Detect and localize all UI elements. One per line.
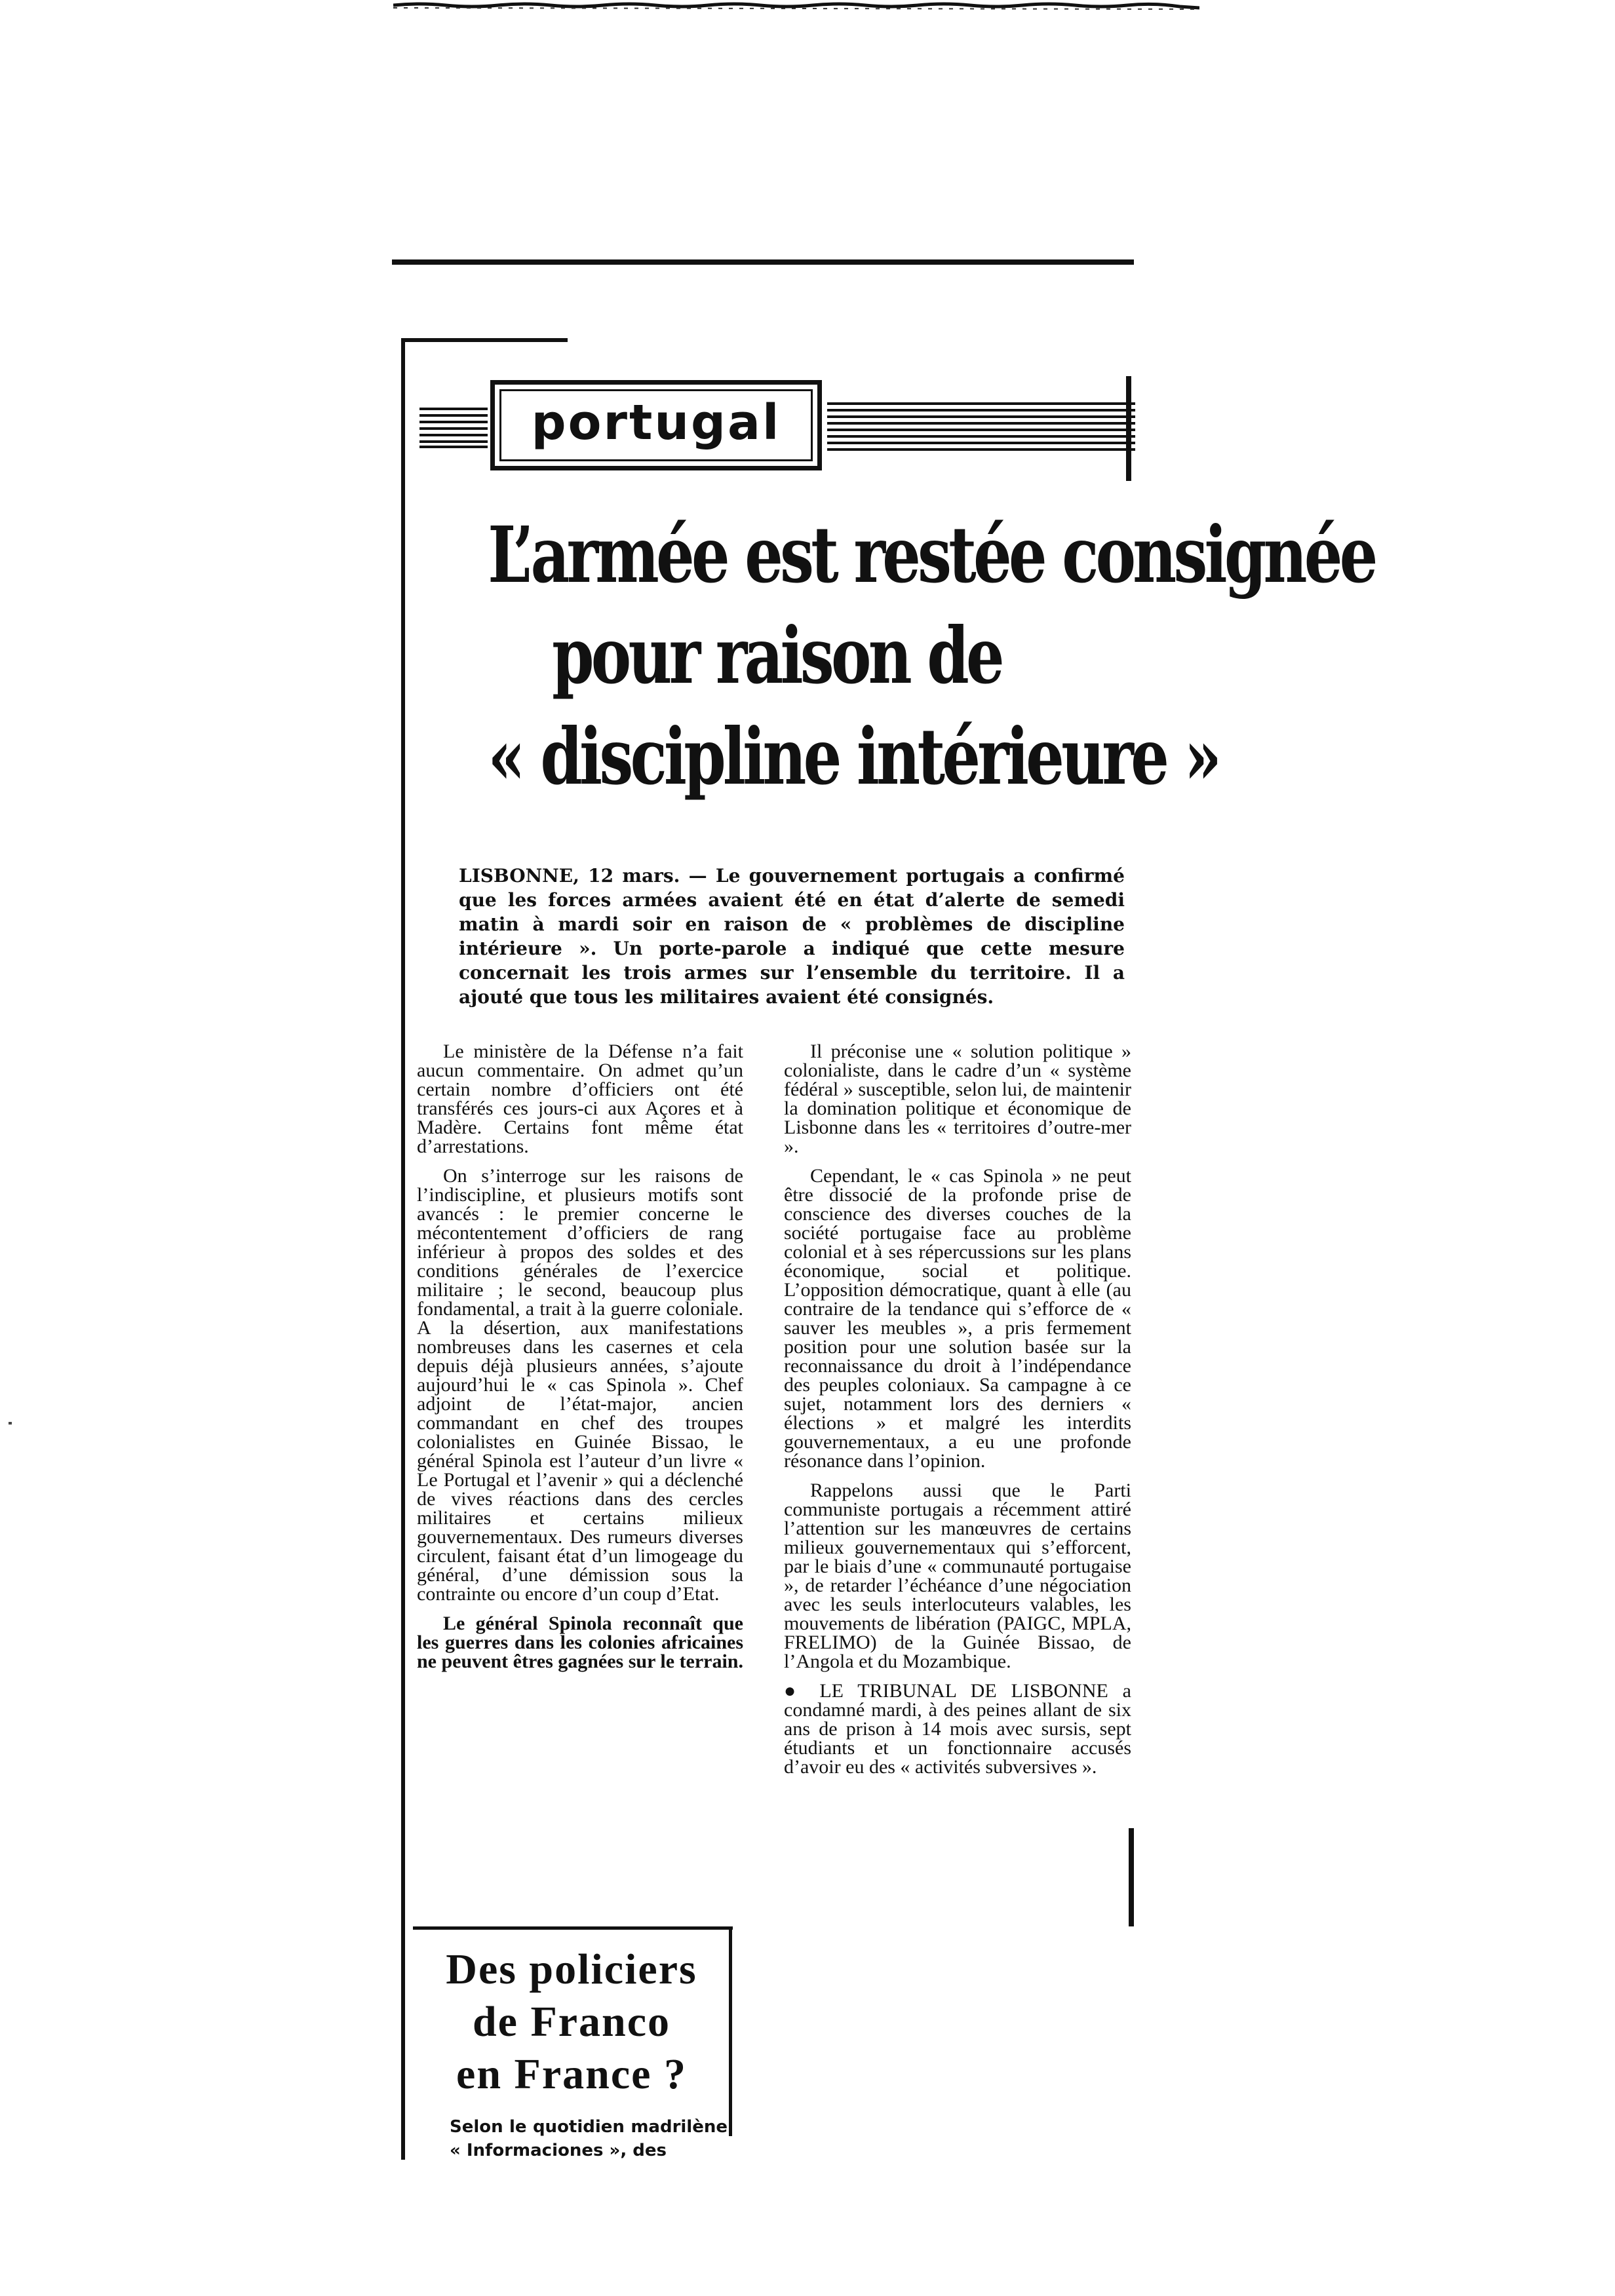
- paragraph: Il préconise une « solution politique » colonialiste, dans le cadre d’un « système fédéral » susceptible, selon lui, de maintenir la domination politique et économique de Lisbonne dans les « territoires d’outre-mer ».: [784, 1041, 1131, 1157]
- box-headline-line-1: Des policiers: [446, 1945, 697, 1993]
- margin-mark: [1129, 1828, 1134, 1926]
- news-brief: ● LE TRIBUNAL DE LISBONNE a condamné mardi, à des peines allant de six ans de prison à 14 mois avec sursis, sept étudiants et un fonctionnaire accusés d’avoir eu des « activités subversives ».: [784, 1680, 1131, 1778]
- box-frame-right: [729, 1926, 732, 2136]
- box-headline-line-2: de Franco: [472, 1998, 671, 2046]
- article-column-1: [417, 1042, 743, 1681]
- rubric-end-bar: [1126, 376, 1131, 481]
- paragraph: Le général Spinola reconnaît que les guerres dans les colonies africaines ne peuvent êtres gagnées sur le terrain.: [417, 1613, 743, 1672]
- article-frame-left: [401, 338, 405, 2160]
- column-separator-rule: [392, 259, 1134, 265]
- box-text: Selon le quotidien madrilène « Informaciones », des: [450, 2117, 728, 2160]
- article-frame-top: [401, 338, 568, 342]
- box-headline: [414, 1943, 729, 2101]
- rubric-hatch-right: [827, 398, 1135, 455]
- paragraph: On s’interroge sur les raisons de l’indiscipline, et plusieurs motifs sont avancés : le premier concerne le mécontentement d’officiers de rang inférieur à propos des soldes et des conditions générales de l’exercice militaire ; le second, beaucoup plus fondamental, a trait à la guerre coloniale. A la désertion, aux manifestations nombreuses dans les casernes et cela depuis déjà plusieurs années, s’ajoute aujourd’hui le « cas Spinola ». Chef adjoint de l’état-major, ancien commandant en chef des troupes colonialistes en Guinée Bissao, le général Spinola est l’auteur d’un livre « Le Portugal et l’avenir » qui a déclenché de vives réactions dans des cercles militaires et certains milieux gouvernementaux. Des rumeurs diverses circulent, faisant état d’un limogeage du général, d’une démission sous la contrainte ou encore d’un coup d’Etat.: [417, 1165, 743, 1605]
- box-frame-top: [413, 1926, 733, 1930]
- top-edge-rule: [393, 0, 1199, 13]
- headline: [488, 505, 1375, 807]
- rubric-label: portugal: [531, 394, 781, 451]
- scan-speck: [9, 1422, 12, 1425]
- paragraph: Rappelons aussi que le Parti communiste portugais a récemment attiré l’attention sur les manœuvres de certains milieux gouvernementaux qui s’efforcent, par le biais d’une « communauté portugaise », de retarder l’échéance d’une négociation avec les seuls interlocuteurs valables, les mouvements de libération (PAIGC, MPLA, FRELIMO) de la Guinée Bissao, de l’Angola et du Mozambique.: [784, 1480, 1131, 1672]
- paragraph: Le ministère de la Défense n’a fait aucun commentaire. On admet qu’un certain nombre d’officiers ont été transférés ces jours-ci aux Açores et à Madère. Certains font même état d’arrestations.: [417, 1041, 743, 1157]
- paragraph: Cependant, le « cas Spinola » ne peut être dissocié de la profonde prise de conscience des diverses couches de la société portugaise face au problème colonial et à ses répercussions sur les plans économique, social et politique. L’opposition démocratique, quant à elle (au contraire de la tendance qui s’efforce de « sauver les meubles », a pris fermement position pour une solution basée sur la reconnaissance du droit à l’indépendance des peuples coloniaux. Sa campagne à ce sujet, notamment lors des derniers « élections » et malgré les interdits gouvernementaux, a eu une profonde résonance dans l’opinion.: [784, 1165, 1131, 1472]
- headline-line-2: pour raison de: [552, 610, 1002, 701]
- box-headline-line-3: en France ?: [456, 2050, 687, 2098]
- rubric-hatch-left: [419, 405, 488, 450]
- lead-paragraph: LISBONNE, 12 mars. — Le gouvernement portugais a confirmé que les forces armées avaient été en état d’alerte de semedi matin à mardi soir en raison de « problèmes de discipline intérieure ». Un porte-parole a indiqué que cette mesure concernait les trois armes sur l’ensemble du territoire. Il a ajouté que tous les militaires avaient été consignés.: [459, 865, 1125, 1008]
- article-column-2: [784, 1042, 1131, 1787]
- rubric-box: [499, 389, 813, 461]
- headline-line-1: L’armée est restée consignée: [488, 509, 1375, 600]
- headline-line-3: « discipline intérieure »: [488, 711, 1219, 802]
